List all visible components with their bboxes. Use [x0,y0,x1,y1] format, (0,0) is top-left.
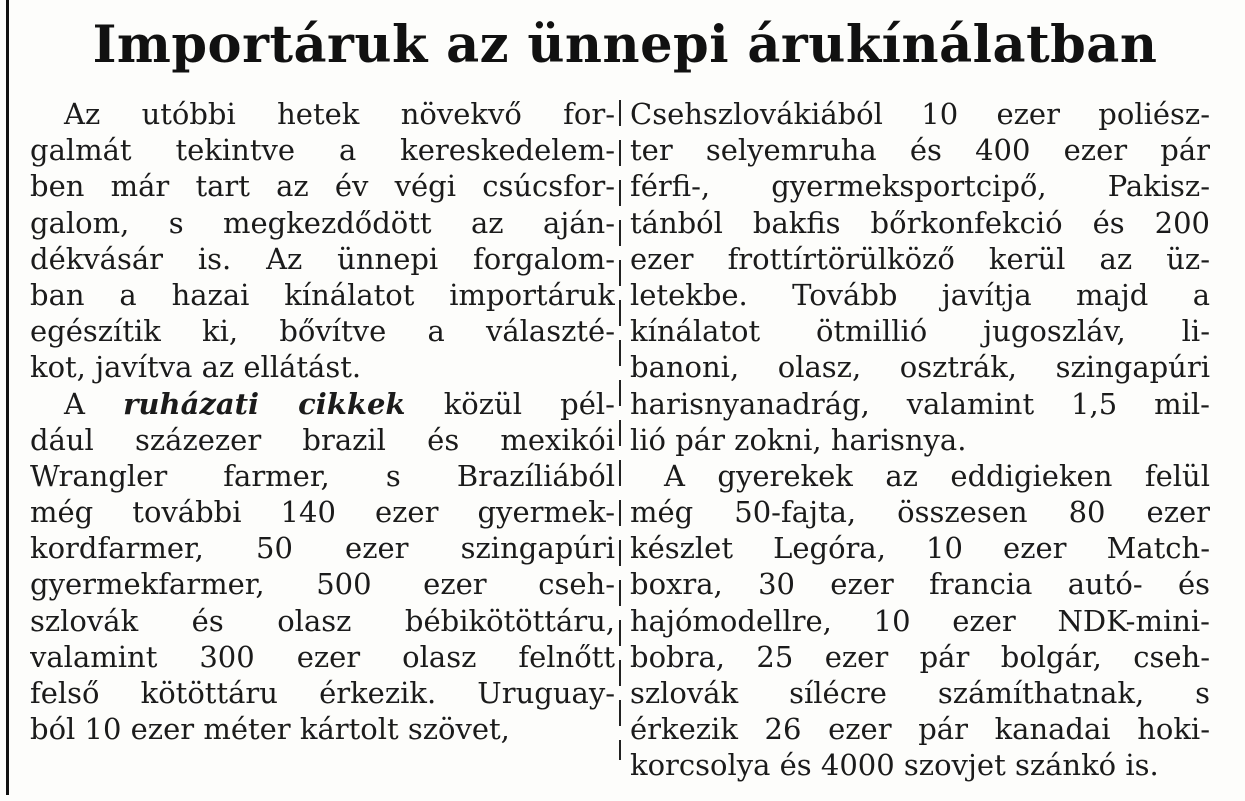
article-line: Csehszlovákiából 10 ezer poliész- [630,97,1210,131]
article-line: harisnyanadrág, valamint 1,5 mil- [630,386,1210,421]
article-line: még 50-fajta, összesen 80 ezer [630,495,1210,530]
left-border-rule [6,0,9,795]
line-fragment: A [64,386,124,421]
article-line: egészítik ki, bővítve a választé- [30,314,615,349]
article-line [30,386,615,422]
article-line: Wrangler farmer, s Brazíliából [30,458,615,493]
article-line: hajómodellre, 10 ezer NDK-mini- [630,603,1210,638]
article-line: boxra, 30 ezer francia autó- és [630,567,1210,602]
article-line: ból 10 ezer méter kártolt szövet, [30,712,510,747]
article-line: letekbe. Tovább javítja majd a [630,277,1210,312]
article-line: A gyerekek az eddigieken felül [664,458,1210,493]
article-column-left [30,96,615,747]
line-fragment: közül pél- [405,386,615,421]
article-line: érkezik 26 ezer pár kanadai hoki- [630,712,1210,747]
article-column-right [630,96,1210,784]
article-line: gyermekfarmer, 500 ezer cseh- [30,567,615,602]
article-line: készlet Legóra, 10 ezer Match- [630,531,1210,566]
article-line: férfi-, gyermeksportcipő, Pakisz- [630,169,1210,204]
emphasized-phrase: ruházati cikkek [123,386,406,421]
article-line: tánból bakfis bőrkonfekció és 200 [630,205,1210,240]
article-line: Az utóbbi hetek növekvő for- [64,97,615,131]
article-line: galmát tekintve a kereskedelem- [30,133,615,168]
column-divider [619,100,621,760]
article-line: valamint 300 ezer olasz felnőtt [30,639,615,674]
article-line: kínálatot ötmillió jugoszláv, li- [630,314,1210,349]
article-line: kordfarmer, 50 ezer szingapúri [30,531,615,566]
article-line: banoni, olasz, osztrák, szingapúri [630,350,1210,385]
article-line: ter selyemruha és 400 ezer pár [630,133,1210,168]
article-line: bobra, 25 ezer pár bolgár, cseh- [630,639,1210,674]
article-line: ban a hazai kínálatot importáruk [30,277,615,312]
article-line: dékvásár is. Az ünnepi forgalom- [30,241,615,276]
article-line: szlovák és olasz bébikötöttáru, [30,603,615,638]
article-line: még további 140 ezer gyermek- [30,495,615,530]
article-line: lió pár zokni, harisnya. [630,422,967,457]
article-line: korcsolya és 4000 szovjet szánkó is. [630,748,1159,783]
article-line: dául százezer brazil és mexikói [30,422,615,457]
headline: Importáruk az ünnepi árukínálatban [92,15,1158,75]
article-line: ezer frottírtörülköző kerül az üz- [630,241,1210,276]
article-line: kot, javítva az ellátást. [30,350,362,385]
article-line: galom, s megkezdődött az aján- [30,205,615,240]
article-line: felső kötöttáru érkezik. Uruguay- [30,676,615,710]
article-line: szlovák sílécre számíthatnak, s [630,676,1210,710]
article-line: ben már tart az év végi csúcsfor- [30,169,615,204]
